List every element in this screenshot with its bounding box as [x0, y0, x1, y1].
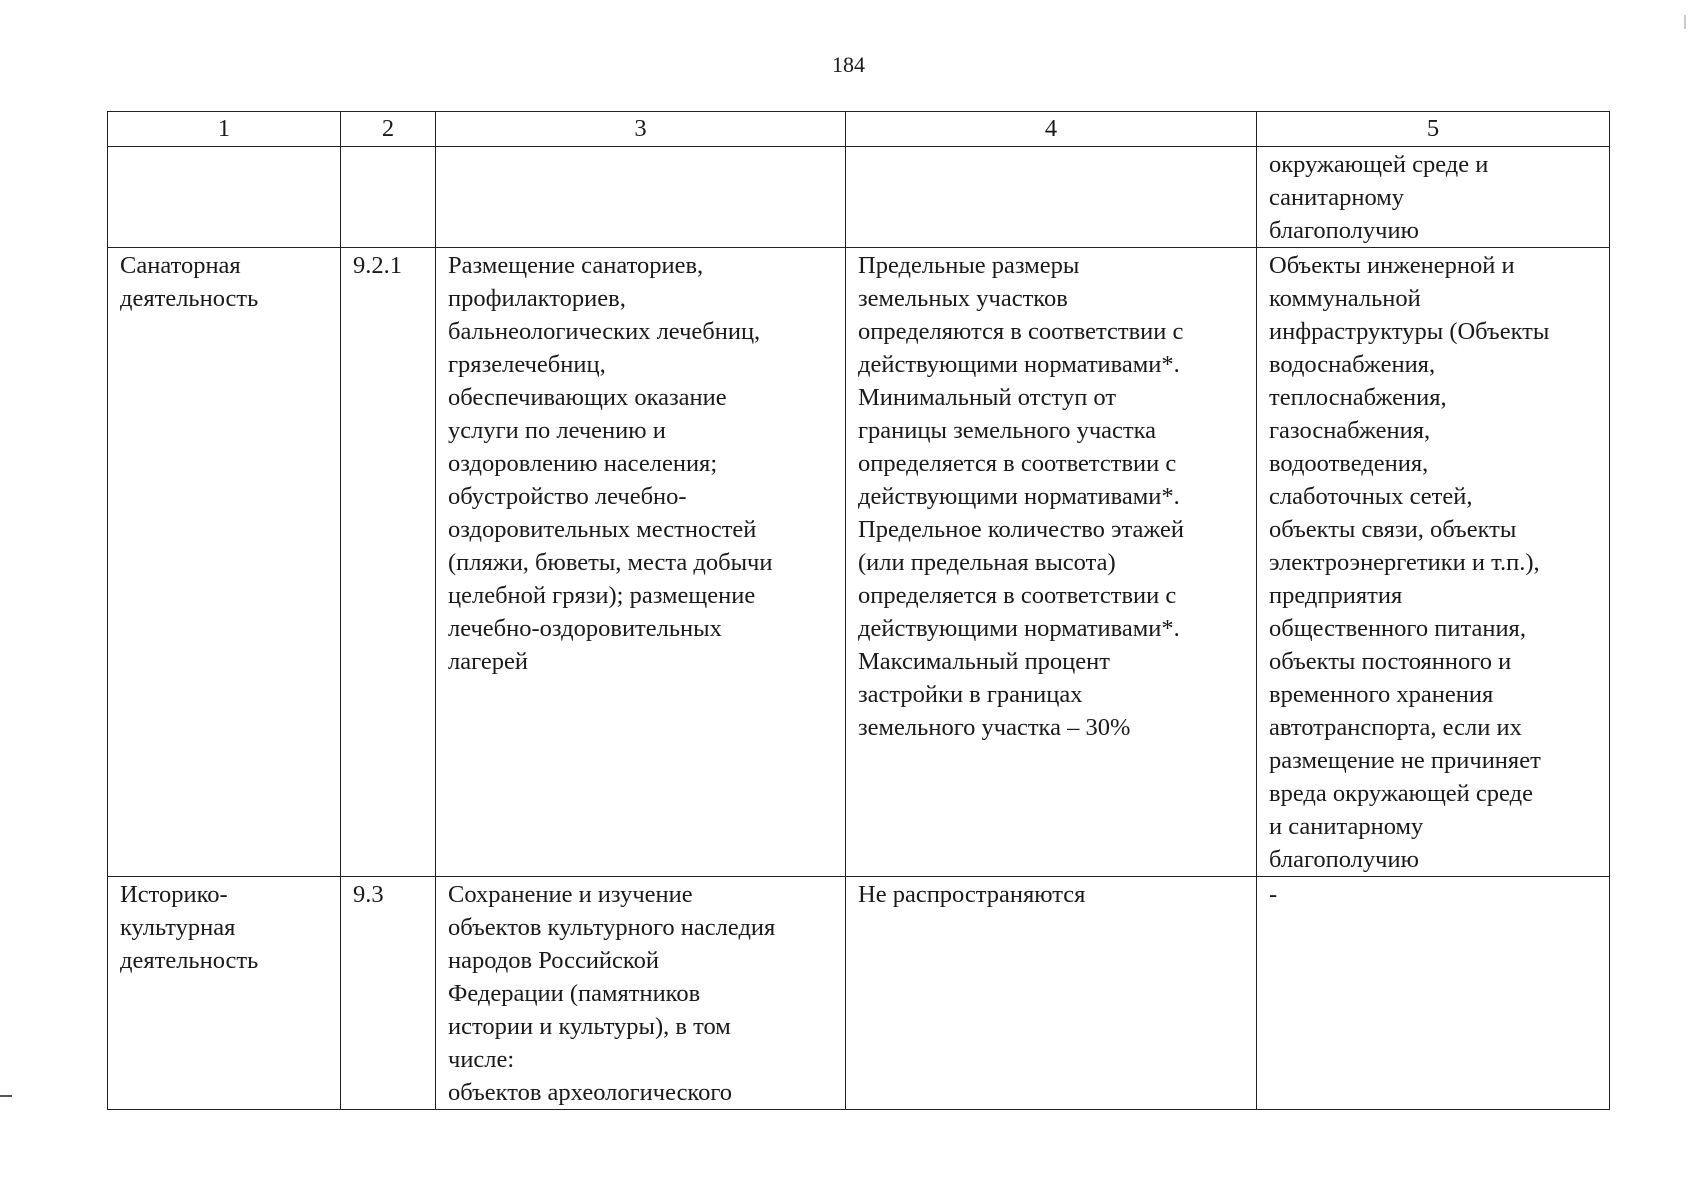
- cell-text-line: объекты постоянного и: [1269, 648, 1512, 675]
- table-cell-auxiliary-uses: [1257, 248, 1610, 877]
- cell-text-line: Предельные размеры: [858, 252, 1080, 279]
- cell-text-line: Размещение санаториев,: [448, 252, 704, 279]
- cell-text-line: целебной грязи); размещение: [448, 582, 756, 609]
- cell-text-line: благополучию: [1269, 846, 1419, 873]
- cell-text-line: действующими нормативами*.: [858, 483, 1180, 510]
- cell-text-line: определяется в соответствии с: [858, 450, 1177, 477]
- table-cell-description: [436, 147, 846, 248]
- cell-text-line: профилакториев,: [448, 285, 626, 312]
- cell-text-line: лагерей: [448, 648, 528, 675]
- cell-text-line: благополучию: [1269, 217, 1419, 244]
- cell-text-line: электроэнергетики и т.п.),: [1269, 549, 1540, 576]
- table-row: [108, 248, 1610, 877]
- cell-text-line: Объекты инженерной и: [1269, 252, 1515, 279]
- header-cell-5: 5: [1257, 112, 1610, 147]
- table-row: [108, 147, 1610, 248]
- cell-text-line: застройки в границах: [858, 681, 1083, 708]
- cell-text-line: числе:: [448, 1046, 515, 1073]
- cell-text-line: действующими нормативами*.: [858, 351, 1180, 378]
- cell-text-line: водоотведения,: [1269, 450, 1429, 477]
- header-cell-1: 1: [108, 112, 341, 147]
- cell-text-line: культурная: [120, 914, 236, 941]
- table-cell-parameters: [846, 147, 1257, 248]
- cell-text-line: вреда окружающей среде: [1269, 780, 1533, 807]
- cell-text-line: обустройство лечебно-: [448, 483, 687, 510]
- cell-text-line: Санаторная: [120, 252, 241, 279]
- cell-text-line: оздоровительных местностей: [448, 516, 757, 543]
- cell-text-line: определяются в соответствии с: [858, 318, 1184, 345]
- cell-text-line: окружающей среде и: [1269, 151, 1489, 178]
- scan-artifact-mark: [1684, 15, 1686, 29]
- table-cell-code: [341, 877, 436, 1110]
- cell-text-line: обеспечивающих оказание: [448, 384, 727, 411]
- cell-text-line: бальнеологических лечебниц,: [448, 318, 761, 345]
- table-header-row: [108, 112, 1610, 147]
- cell-text-line: земельных участков: [858, 285, 1068, 312]
- cell-text-line: оздоровлению населения;: [448, 450, 718, 477]
- regulation-table: [107, 111, 1610, 1110]
- table-cell-auxiliary-uses: [1257, 147, 1610, 248]
- table-cell-parameters: [846, 877, 1257, 1110]
- cell-text-line: Не распространяются: [858, 881, 1086, 908]
- cell-text-line: -: [1269, 881, 1278, 908]
- cell-text-line: Максимальный процент: [858, 648, 1110, 675]
- cell-text-line: лечебно-оздоровительных: [448, 615, 722, 642]
- cell-text-line: границы земельного участка: [858, 417, 1157, 444]
- cell-text-line: действующими нормативами*.: [858, 615, 1180, 642]
- cell-text-line: теплоснабжения,: [1269, 384, 1447, 411]
- cell-text-line: (пляжи, бюветы, места добычи: [448, 549, 773, 576]
- cell-text-line: Минимальный отступ от: [858, 384, 1117, 411]
- cell-text-line: 9.3: [353, 881, 384, 908]
- cell-text-line: Сохранение и изучение: [448, 881, 693, 908]
- header-cell-3: 3: [436, 112, 846, 147]
- cell-text-line: общественного питания,: [1269, 615, 1526, 642]
- cell-text-line: объектов археологического: [448, 1079, 733, 1106]
- cell-text-line: народов Российской: [448, 947, 659, 974]
- cell-text-line: автотранспорта, если их: [1269, 714, 1522, 741]
- cell-text-line: Федерации (памятников: [448, 980, 701, 1007]
- page-number: 184: [832, 52, 865, 77]
- header-cell-4: 4: [846, 112, 1257, 147]
- cell-text-line: определяется в соответствии с: [858, 582, 1177, 609]
- cell-text-line: инфраструктуры (Объекты: [1269, 318, 1550, 345]
- table-cell-auxiliary-uses: [1257, 877, 1610, 1110]
- header-cell-2: 2: [341, 112, 436, 147]
- table-cell-code: [341, 147, 436, 248]
- table-cell-description: [436, 877, 846, 1110]
- cell-text-line: газоснабжения,: [1269, 417, 1431, 444]
- cell-text-line: 9.2.1: [353, 252, 402, 279]
- cell-text-line: грязелечебниц,: [448, 351, 606, 378]
- margin-dash-mark: [0, 1095, 12, 1097]
- cell-text-line: и санитарному: [1269, 813, 1424, 840]
- cell-text-line: размещение не причиняет: [1269, 747, 1541, 774]
- table-cell-code: [341, 248, 436, 877]
- cell-text-line: санитарному: [1269, 184, 1405, 211]
- cell-text-line: объекты связи, объекты: [1269, 516, 1517, 543]
- cell-text-line: Предельное количество этажей: [858, 516, 1184, 543]
- cell-text-line: коммунальной: [1269, 285, 1421, 312]
- table-cell-parameters: [846, 248, 1257, 877]
- table-cell-activity-name: [108, 877, 341, 1110]
- cell-text-line: водоснабжения,: [1269, 351, 1436, 378]
- cell-text-line: истории и культуры), в том: [448, 1013, 731, 1040]
- cell-text-line: земельного участка – 30%: [858, 714, 1131, 741]
- table-cell-activity-name: [108, 147, 341, 248]
- table-row: [108, 877, 1610, 1110]
- cell-text-line: деятельность: [120, 285, 259, 312]
- cell-text-line: слаботочных сетей,: [1269, 483, 1473, 510]
- cell-text-line: (или предельная высота): [858, 549, 1116, 576]
- cell-text-line: деятельность: [120, 947, 259, 974]
- cell-text-line: Историко-: [120, 881, 228, 908]
- cell-text-line: услуги по лечению и: [448, 417, 666, 444]
- cell-text-line: предприятия: [1269, 582, 1403, 609]
- table-cell-description: [436, 248, 846, 877]
- table-cell-activity-name: [108, 248, 341, 877]
- cell-text-line: объектов культурного наследия: [448, 914, 776, 941]
- cell-text-line: временного хранения: [1269, 681, 1494, 708]
